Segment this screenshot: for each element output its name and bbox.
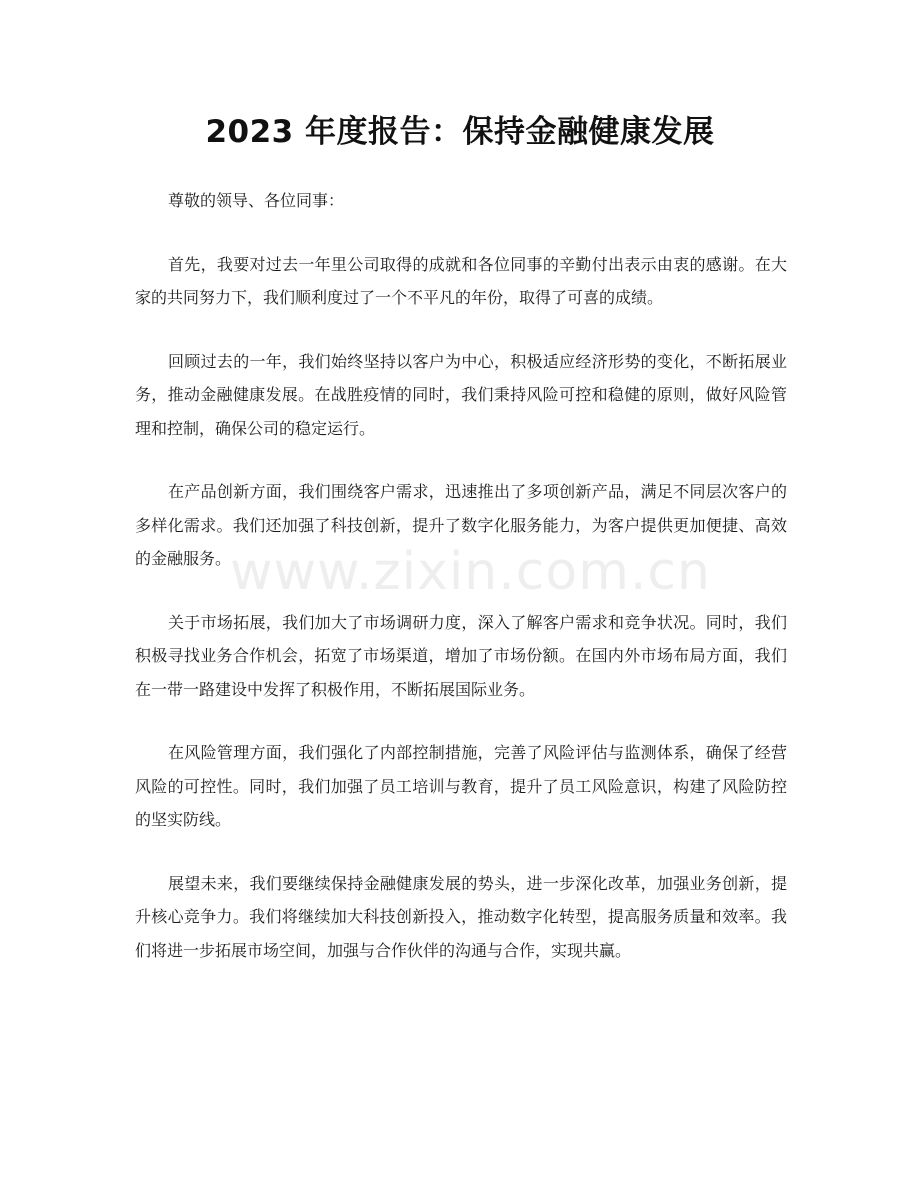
paragraph: 关于市场拓展，我们加大了市场调研力度，深入了解客户需求和竞争状况。同时，我们积极寻找业务合作机会，拓宽了市场渠道，增加了市场份额。在国内外市场布局方面，我们在一带一路建设中发挥了积极作用，不断拓展国际业务。 <box>135 612 787 699</box>
paragraph: 展望未来，我们要继续保持金融健康发展的势头，进一步深化改革，加强业务创新，提升核心竞争力。我们将继续加大科技创新投入，推动数字化转型，提高服务质量和效率。我们将进一步拓展市场空间，加强与合作伙伴的沟通与合作，实现共赢。 <box>135 873 787 960</box>
paragraph: 在风险管理方面，我们强化了内部控制措施，完善了风险评估与监测体系，确保了经营风险的可控性。同时，我们加强了员工培训与教育，提升了员工风险意识，构建了风险防控的坚实防线。 <box>135 743 787 829</box>
paragraph: 首先，我要对过去一年里公司取得的成就和各位同事的辛勤付出表示由衷的感谢。在大家的共同努力下，我们顺利度过了一个不平凡的年份，取得了可喜的成绩。 <box>135 254 787 307</box>
paragraph: 在产品创新方面，我们围绕客户需求，迅速推出了多项创新产品，满足不同层次客户的多样化需求。我们还加强了科技创新，提升了数字化服务能力，为客户提供更加便捷、高效的金融服务。 <box>135 482 787 568</box>
watermark: www.zixin.com.cn <box>230 542 711 602</box>
greeting: 尊敬的领导、各位同事： <box>168 191 345 210</box>
document-body <box>135 184 787 997</box>
document-title: 2023 年度报告：保持金融健康发展 <box>205 114 715 150</box>
paragraph: 回顾过去的一年，我们始终坚持以客户为中心，积极适应经济形势的变化，不断拓展业务，推动金融健康发展。在战胜疫情的同时，我们秉持风险可控和稳健的原则，做好风险管理和控制，确保公司的稳定运行。 <box>135 351 787 438</box>
